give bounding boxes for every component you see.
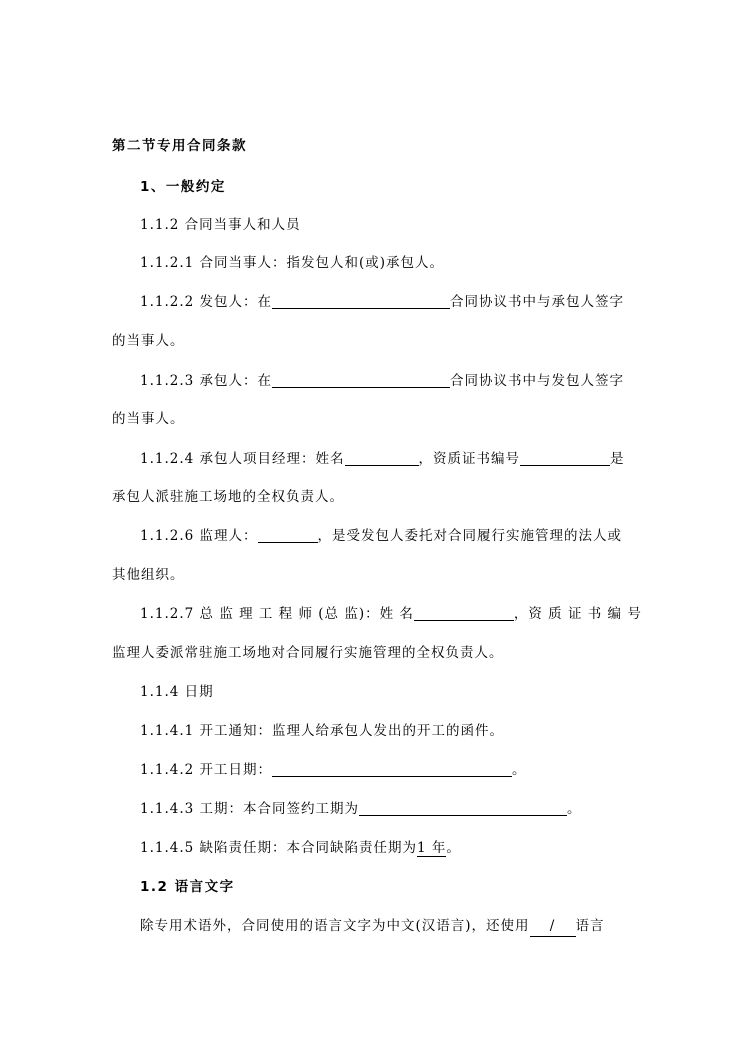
clause-1-1-4-1: 1.1.4.1 开工通知：监理人给承包人发出的开工的函件。 [140, 723, 505, 739]
clause-text: 1.1.2.6 监理人： [140, 528, 258, 544]
clause-text: 。 [446, 840, 461, 856]
clause-text: 1.1.4.3 工期：本合同签约工期为 [140, 801, 360, 817]
blank-field[interactable] [520, 449, 610, 466]
clause-1-1-4: 1.1.4 日期 [140, 684, 214, 700]
blank-field[interactable] [272, 371, 450, 388]
clause-text: 1.1.2.4 承包人项目经理：姓名 [140, 451, 345, 467]
clause-text: ，资 质 证 书 编 号 [513, 606, 642, 622]
blank-field[interactable] [359, 799, 567, 816]
clause-text: ，资质证书编号 [418, 451, 521, 467]
section-title: 第二节专用合同条款 [112, 138, 247, 154]
clause-text: 。 [512, 762, 527, 778]
clause-1-1-2-2-cont: 的当事人。 [112, 333, 185, 349]
clause-text: 1.1.2.7 总 监 理 工 程 师 (总 监)：姓 名 [140, 606, 414, 622]
blank-field[interactable] [258, 526, 318, 543]
blank-field[interactable] [272, 292, 450, 309]
heading-language: 1.2 语言文字 [140, 879, 235, 895]
blank-field[interactable] [345, 449, 419, 466]
clause-text: 1.1.2.2 发包人：在 [140, 294, 273, 310]
clause-1-1-2-4 [140, 449, 625, 469]
clause-text: 合同协议书中与发包人签字 [450, 373, 625, 389]
clause-text: ，是受发包人委托对合同履行实施管理的法人或 [317, 528, 623, 544]
clause-1-2 [140, 916, 605, 937]
clause-1-1-4-3 [140, 799, 582, 819]
clause-1-1-4-2 [140, 760, 527, 780]
clause-text: 1.1.2.3 承包人：在 [140, 373, 273, 389]
clause-text: 。 [567, 801, 582, 817]
clause-1-1-2: 1.1.2 合同当事人和人员 [140, 217, 301, 233]
clause-1-1-2-4-cont: 承包人派驻施工场地的全权负责人。 [112, 489, 344, 505]
clause-1-1-2-6-cont: 其他组织。 [112, 567, 185, 583]
clause-text: 是 [610, 451, 625, 467]
clause-1-1-2-6 [140, 526, 622, 546]
clause-text: 除专用术语外，合同使用的语言文字为中文(汉语言)，还使用 [140, 918, 530, 934]
clause-1-1-2-7-cont: 监理人委派常驻施工场地对合同履行实施管理的全权负责人。 [112, 645, 504, 661]
blank-field[interactable] [414, 604, 514, 621]
clause-1-1-2-7 [140, 604, 642, 624]
clause-1-1-4-5 [140, 838, 461, 858]
other-language-field[interactable]: / [530, 916, 576, 937]
clause-1-1-2-2 [140, 292, 624, 312]
clause-text: 语言 [575, 918, 605, 934]
clause-1-1-2-3 [140, 371, 624, 391]
defect-period-value: 1 年 [417, 840, 447, 856]
clause-text: 合同协议书中与承包人签字 [450, 294, 625, 310]
heading-general: 1、一般约定 [140, 179, 226, 195]
clause-1-1-2-1: 1.1.2.1 合同当事人：指发包人和(或)承包人。 [140, 255, 445, 271]
clause-text: 1.1.4.5 缺陷责任期：本合同缺陷责任期为 [140, 840, 418, 856]
blank-field[interactable] [272, 760, 512, 777]
clause-text: 1.1.4.2 开工日期： [140, 762, 273, 778]
clause-1-1-2-3-cont: 的当事人。 [112, 411, 185, 427]
